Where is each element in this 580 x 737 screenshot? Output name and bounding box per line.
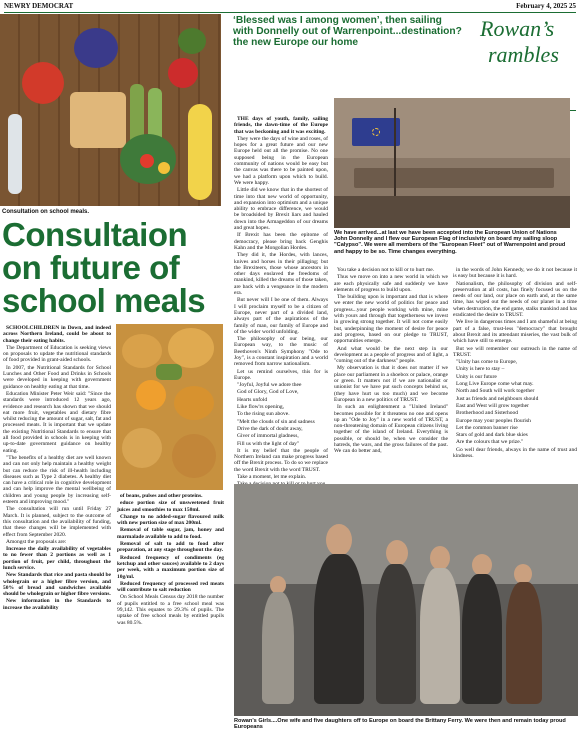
eu-photo-caption: We have arrived...at last we have been accepted into the European Union of Nations John Donnelly and I flew our European Flag of inclusivity on board my sailing sloop "Calypso". We were all members of the "European Fleet" out of Warrenpoint and proud and happy to be so. Time changes everything. — [334, 230, 566, 255]
page-date: February 4, 2025 25 — [516, 2, 576, 10]
paragraph: educe portion size of unsweetened fruit juices and smoothies to max 150ml. — [117, 500, 224, 513]
paragraph: Unity is our future — [456, 373, 497, 380]
paragraph: But never will I be one of them. Always I will proclaim myself to be a citizen of Europe, never part of a divided land, always part of the aspirations of the family of man, our family of Europe and of the wider world unfolding. — [234, 297, 328, 335]
paragraph: We live in dangerous times and I am shameful at being part of a false, trust-less "democracy" that brought about Brexit and its attendant miseries, the vast bulk of which have still to emerge. — [453, 319, 577, 345]
paragraph: Thus we move on into a new world in which we are each physically safe and suddenly we have elements of progress to build upon. — [334, 274, 448, 293]
paragraph: The building upon is important and that is where we enter the new world of politics for peace and progress...your people working with mine, mine with yours and through that togetherness we invest in growing strong together. It will not come easily but, underpinning the moment of desire for peace and progress, based on our pledge to TRUST, opportunities emerge. — [334, 294, 448, 345]
paragraph: Giver of immortal gladness, — [237, 433, 299, 440]
paragraph: "Melt the clouds of sin and sadness — [237, 418, 315, 425]
page-header — [4, 2, 576, 12]
paragraph: They did it, the Hordes, with lances, knives and horses in their pillaging; but the Brexiteers, those whose ancestors in other days enslaved the freedoms of mankind, killed the dreams of those taken, are back with a vengeance in the modern era. — [234, 252, 328, 297]
paragraph: Stars of gold and dark blue skies — [456, 432, 528, 439]
middle-story-column-1 — [234, 116, 328, 482]
meal-photo-caption: Consultation on school meals. — [2, 209, 90, 215]
paragraph: The philosophy of our being, our European way, to the music of Beethoven's Ninth Symphony "Ode to Joy", is a constant inspiration and a world removed from narrow nationalism. — [234, 336, 328, 368]
paragraph: East and West will grow together — [456, 402, 529, 409]
paragraph: North and South will work together — [456, 388, 535, 395]
family-ferry-photo — [234, 484, 578, 716]
rambles-title-2: rambles — [488, 42, 559, 67]
paragraph: If Brexit has been the epitome of democracy, please bring back Genghis Kahn and the Mongolian Hordes. — [234, 232, 328, 251]
paragraph: Europe may your peoples flourish — [456, 417, 531, 424]
paragraph: Removal of table sugar, jam, honey and marmalade available to add to food. — [117, 527, 224, 540]
paragraph: Amongst the proposals are: — [6, 538, 67, 545]
paragraph: "Joyful, Joyful we adore thee — [237, 382, 302, 389]
paragraph: Hearts unfold — [237, 396, 268, 403]
paragraph: Fill us with the light of day" — [237, 440, 300, 447]
paragraph: Reduced frequency of processed red meats will contribute to salt reduction — [117, 580, 224, 594]
paragraph: The consultation will run until Friday 27 March. It is planned, subject to the outcome of this consultation and the availability of funding, that these changes will be implemented with effect from September 2020. — [3, 506, 111, 538]
middle-headline: ‘Blessed was I among women’, then sailing with Donnelly out of Warrenpoint...destination? the new Europe our home — [233, 15, 462, 48]
paragraph: "The benefits of a healthy diet are well known and can not only help maintain a healthy weight but can reduce the risk of ill-health including diseases such as Type 2 diabetes. A healthy diet can have a critical role in cognitive development and can help improve the mental wellbeing of children and young people by increasing self-esteem and improving mood." — [3, 454, 111, 506]
school-meal-photo — [0, 14, 221, 206]
left-headline: Consultaion on future of school meals — [2, 216, 206, 319]
paragraph: But we will remember our outreach in the name of TRUST. — [453, 345, 577, 358]
paragraph: Go well dear friends, always in the name of trust and kindness. — [453, 446, 577, 460]
paragraph: in the words of John Kennedy, we do it not because it is easy but because it is hard. — [453, 267, 577, 280]
paragraph: It is my belief that the people of Northern Ireland can make progress based off the Brexit process. To do so we replace the word Brexit with the word TRUST. — [234, 447, 328, 473]
snack-food-photo — [116, 324, 223, 490]
paragraph: To the rising sun above. — [237, 411, 290, 418]
paragraph: In such an enlightenment a "United Ireland" becomes possible for it threatens no one and opens up an "Ode to Joy" in a new world of TRUST, a non-threatening domain of European citizens living together of the island of Ireland. Everything is possible, or should be, when we consider the hatreds, the wars, and the gross failures of the past. We can do better and, — [334, 404, 448, 455]
middle-story-column-2 — [334, 267, 448, 481]
paragraph: Take a moment, let me explain. — [237, 474, 307, 481]
paragraph: Education Minister Peter Weir said: "Since the standards were introduced 12 years ago, evidence and research has shown that we should eat more fruit, vegetables and dietary fibre whilst reducing the amount of sugar, salt, fat and processed meats. It is important that we update the existing Nutritional Standards to ensure that all food provided in schools is in keeping with up-to-date government guidance on healthy eating. — [3, 390, 111, 454]
paragraph: Reduced frequency of condiments (eg ketchup and other sauces) available to 2 days per week, with a maximum portion size of 10g/ml. — [117, 554, 224, 580]
paragraph: Change to no added-sugar flavoured milk with new portion size of max 200ml. — [117, 513, 224, 527]
paragraph: Unity is here to stay – — [456, 366, 505, 373]
sailing-boat-photo — [334, 98, 570, 228]
paragraph: Long Live Europe come what may. — [456, 381, 534, 388]
paragraph: THE days of youth, family, sailing friends, the dawn-time of the Europe that was beckoning and it was exciting. — [234, 116, 328, 135]
paragraph: They were the days of wine and roses, of hopes for a great future and our new Europe held out all the promise. No one supposed being in the European community of nations would be easy but the canvas was there to be painted upon, we had a platform upon which to build. We were happy. — [234, 135, 328, 186]
paragraph: SCHOOLCHILDREN in Down, and indeed across Northern Ireland, could be about to change their eating habits. — [3, 325, 111, 344]
paragraph: Nationalism, the philosophy of division and self-preservation at all costs, has finely focused us on the needs of our land, our place on earth and, at the same time, has wiped out the needs of our planet in a time when destruction, the end game, stalks mankind and has eradicated the desire to TRUST. — [453, 280, 577, 319]
left-story-column-1 — [3, 325, 111, 735]
family-photo-caption: Rowan's Girls....One wife and five daughters off to Europe on board the Brittany Ferry. We were then and remain today proud Europeans — [234, 718, 566, 731]
paragraph: Are the colours that we prize." — [456, 439, 524, 446]
paragraph: My observation is that it does not matter if we place our parliament in a shoebox or palace, orange or green. It matters not if we are nationalist or unionist for we have put such concepts behind us, (they have hurt us too much) and we become European in a new politics of TRUST. — [334, 365, 448, 403]
rambles-column — [453, 267, 577, 481]
paragraph: You take a decision not to kill or to hurt me. — [337, 267, 435, 273]
paragraph: Let us remind ourselves, this for is Europe. — [234, 368, 328, 381]
paragraph: Increase the daily availability of vegetables to no fewer than 2 portions as well as 1 portion of fruit, per child, throughout the lunch service. — [3, 546, 111, 571]
paragraph: New Standards that rice and pasta should be wholegrain or a higher fibre version, and 50% of bread and sandwiches available should be wholegrain or higher fibre versions. — [3, 572, 111, 598]
paragraph: On School Meals Census day 2018 the number of pupils entitled to a free school meal was 99,142. This equates to 29.3% of pupils. The uptake of free school meals by entitled pupils was 80.5%. — [117, 594, 224, 626]
paragraph: Like flow'rs opening, — [237, 404, 284, 411]
paragraph: Little did we know that in the shortest of time into that new world of opportunity, and expansion into optimism and a unique ability to embrace difference, we would be broadsided by Brexit liars and hauled down into the Armageddon of our dreams and great hopes. — [234, 187, 328, 232]
paragraph: The Department of Education is seeking views on proposals to update the nutritional standards of food provided in grant-aided schools. — [3, 344, 111, 364]
paragraph: God of Glory, God of Love, — [237, 389, 299, 396]
paragraph: New information in the Standards to increase the availability — [3, 598, 111, 611]
paragraph: Just as friends and neighbours should — [456, 395, 539, 402]
paragraph: Drive the dark of doubt away, — [237, 425, 303, 432]
paragraph: In 2007, the Nutritional Standards for School Lunches and Other Food and Drinks in Schools were developed in keeping with government guidance on healthy eating at that time. — [3, 364, 111, 390]
rambles-title-1: Rowan’s — [480, 16, 555, 41]
paragraph: And what would be the next step in our development as a people of progress and of light, a "coming out of the darkness" people. — [334, 345, 448, 365]
header-rule — [4, 12, 576, 13]
paragraph: Removal of salt to add to food after preparation, at any stage throughout the day. — [117, 541, 224, 554]
left-story-column-2 — [117, 493, 224, 735]
paragraph: "Unity has come to Europe, — [456, 359, 518, 366]
paragraph: Let the common banner rise — [456, 424, 518, 431]
paragraph: of beans, pulses and other proteins. — [120, 493, 203, 499]
paper-name: NEWRY DEMOCRAT — [4, 2, 74, 10]
paragraph: Brotherhood and Sisterhood — [456, 410, 519, 417]
